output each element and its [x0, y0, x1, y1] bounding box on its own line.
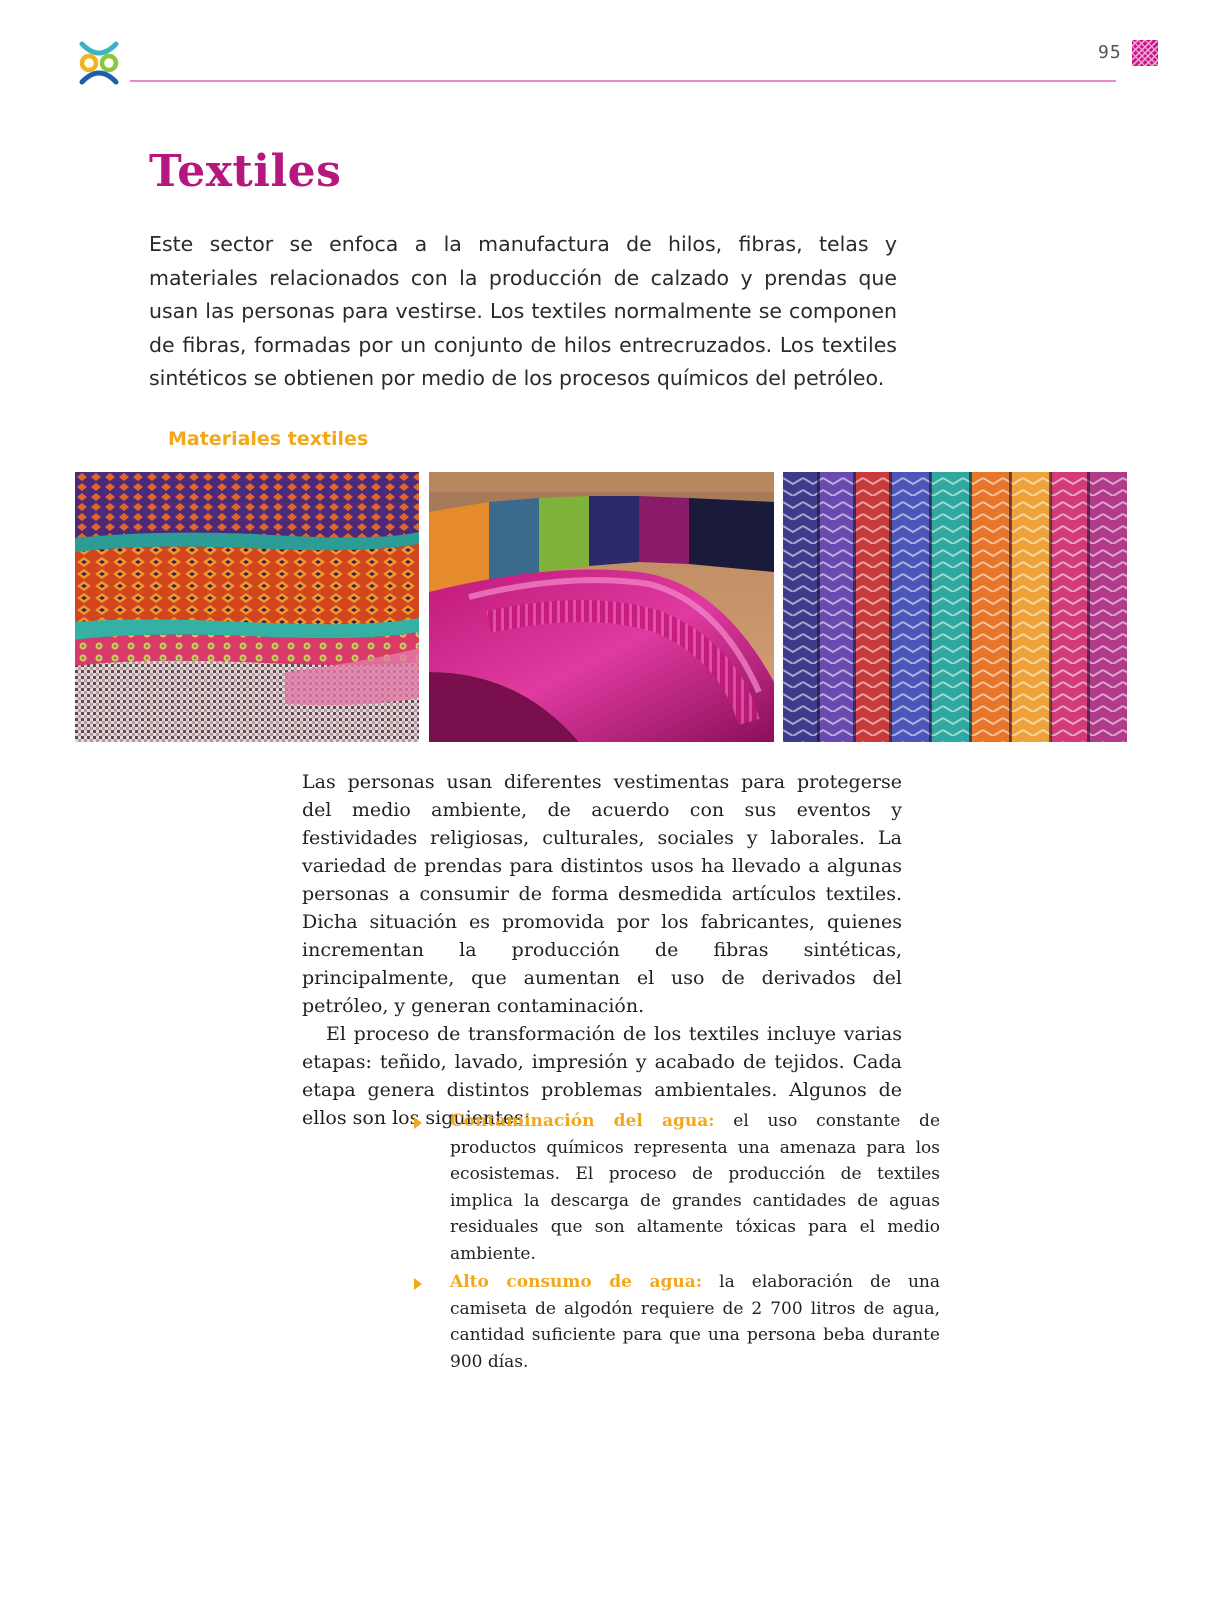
list-item [414, 1269, 940, 1375]
page-title: Textiles [149, 146, 342, 197]
bullet-list [414, 1108, 940, 1377]
list-item [414, 1108, 940, 1267]
body-text [302, 768, 902, 1132]
section-subheading: Materiales textiles [168, 428, 369, 450]
intro-paragraph: Este sector se enfoca a la manufactura de hilos, fibras, telas y materiales relacionados con la producción de calzado y prendas que usan las personas para vestirse. Los textiles normalmente se componen de fibras, formadas por un conjunto de hilos entrecruzados. Los textiles sintéticos se obtienen por medio de los procesos químicos del petróleo. [149, 232, 897, 390]
bullet-term: Contaminación del agua: [450, 1111, 715, 1131]
body-paragraph-1: Las personas usan diferentes vestimentas para protegerse del medio ambiente, de acuerdo con sus eventos y festividades religiosas, culturales, sociales y laborales. La variedad de prendas para distintos usos ha llevado a algunas personas a consumir de forma desmedida artículos textiles. Dicha situación es promovida por los fabricantes, quienes incrementan la producción de fibras sintéticas, principalmente, que aumentan el uso de derivados del petróleo, y generan contaminación. [302, 771, 902, 1017]
interlinked-circles-logo-icon [76, 40, 122, 86]
arrow-bullet-icon [414, 1117, 422, 1129]
woven-pattern-icon [1132, 40, 1158, 66]
bullet-text: el uso constante de productos químicos representa una amenaza para los ecosistemas. El proceso de producción de textiles implica la descarga de grandes cantidades de aguas residuales que son altamente tóxicas para el medio ambiente. [450, 1111, 941, 1264]
photo-woven-strips [783, 472, 1127, 742]
header-rule [130, 80, 1116, 82]
photo-fabric-rolls [429, 472, 774, 742]
page-number: 95 [1098, 42, 1122, 63]
bullet-term: Alto consumo de agua: [450, 1272, 703, 1292]
photo-folded-textiles [75, 472, 419, 742]
arrow-bullet-icon [414, 1278, 422, 1290]
body-paragraph-2: El proceso de transformación de los textiles incluye varias etapas: teñido, lavado, impresión y acabado de tejidos. Cada etapa genera distintos problemas ambientales. Algunos de ellos son los siguientes: [302, 1023, 902, 1129]
bullet-text: la elaboración de una camiseta de algodón requiere de 2 700 litros de agua, cantidad suficiente para que una persona beba durante 900 días. [450, 1272, 940, 1372]
